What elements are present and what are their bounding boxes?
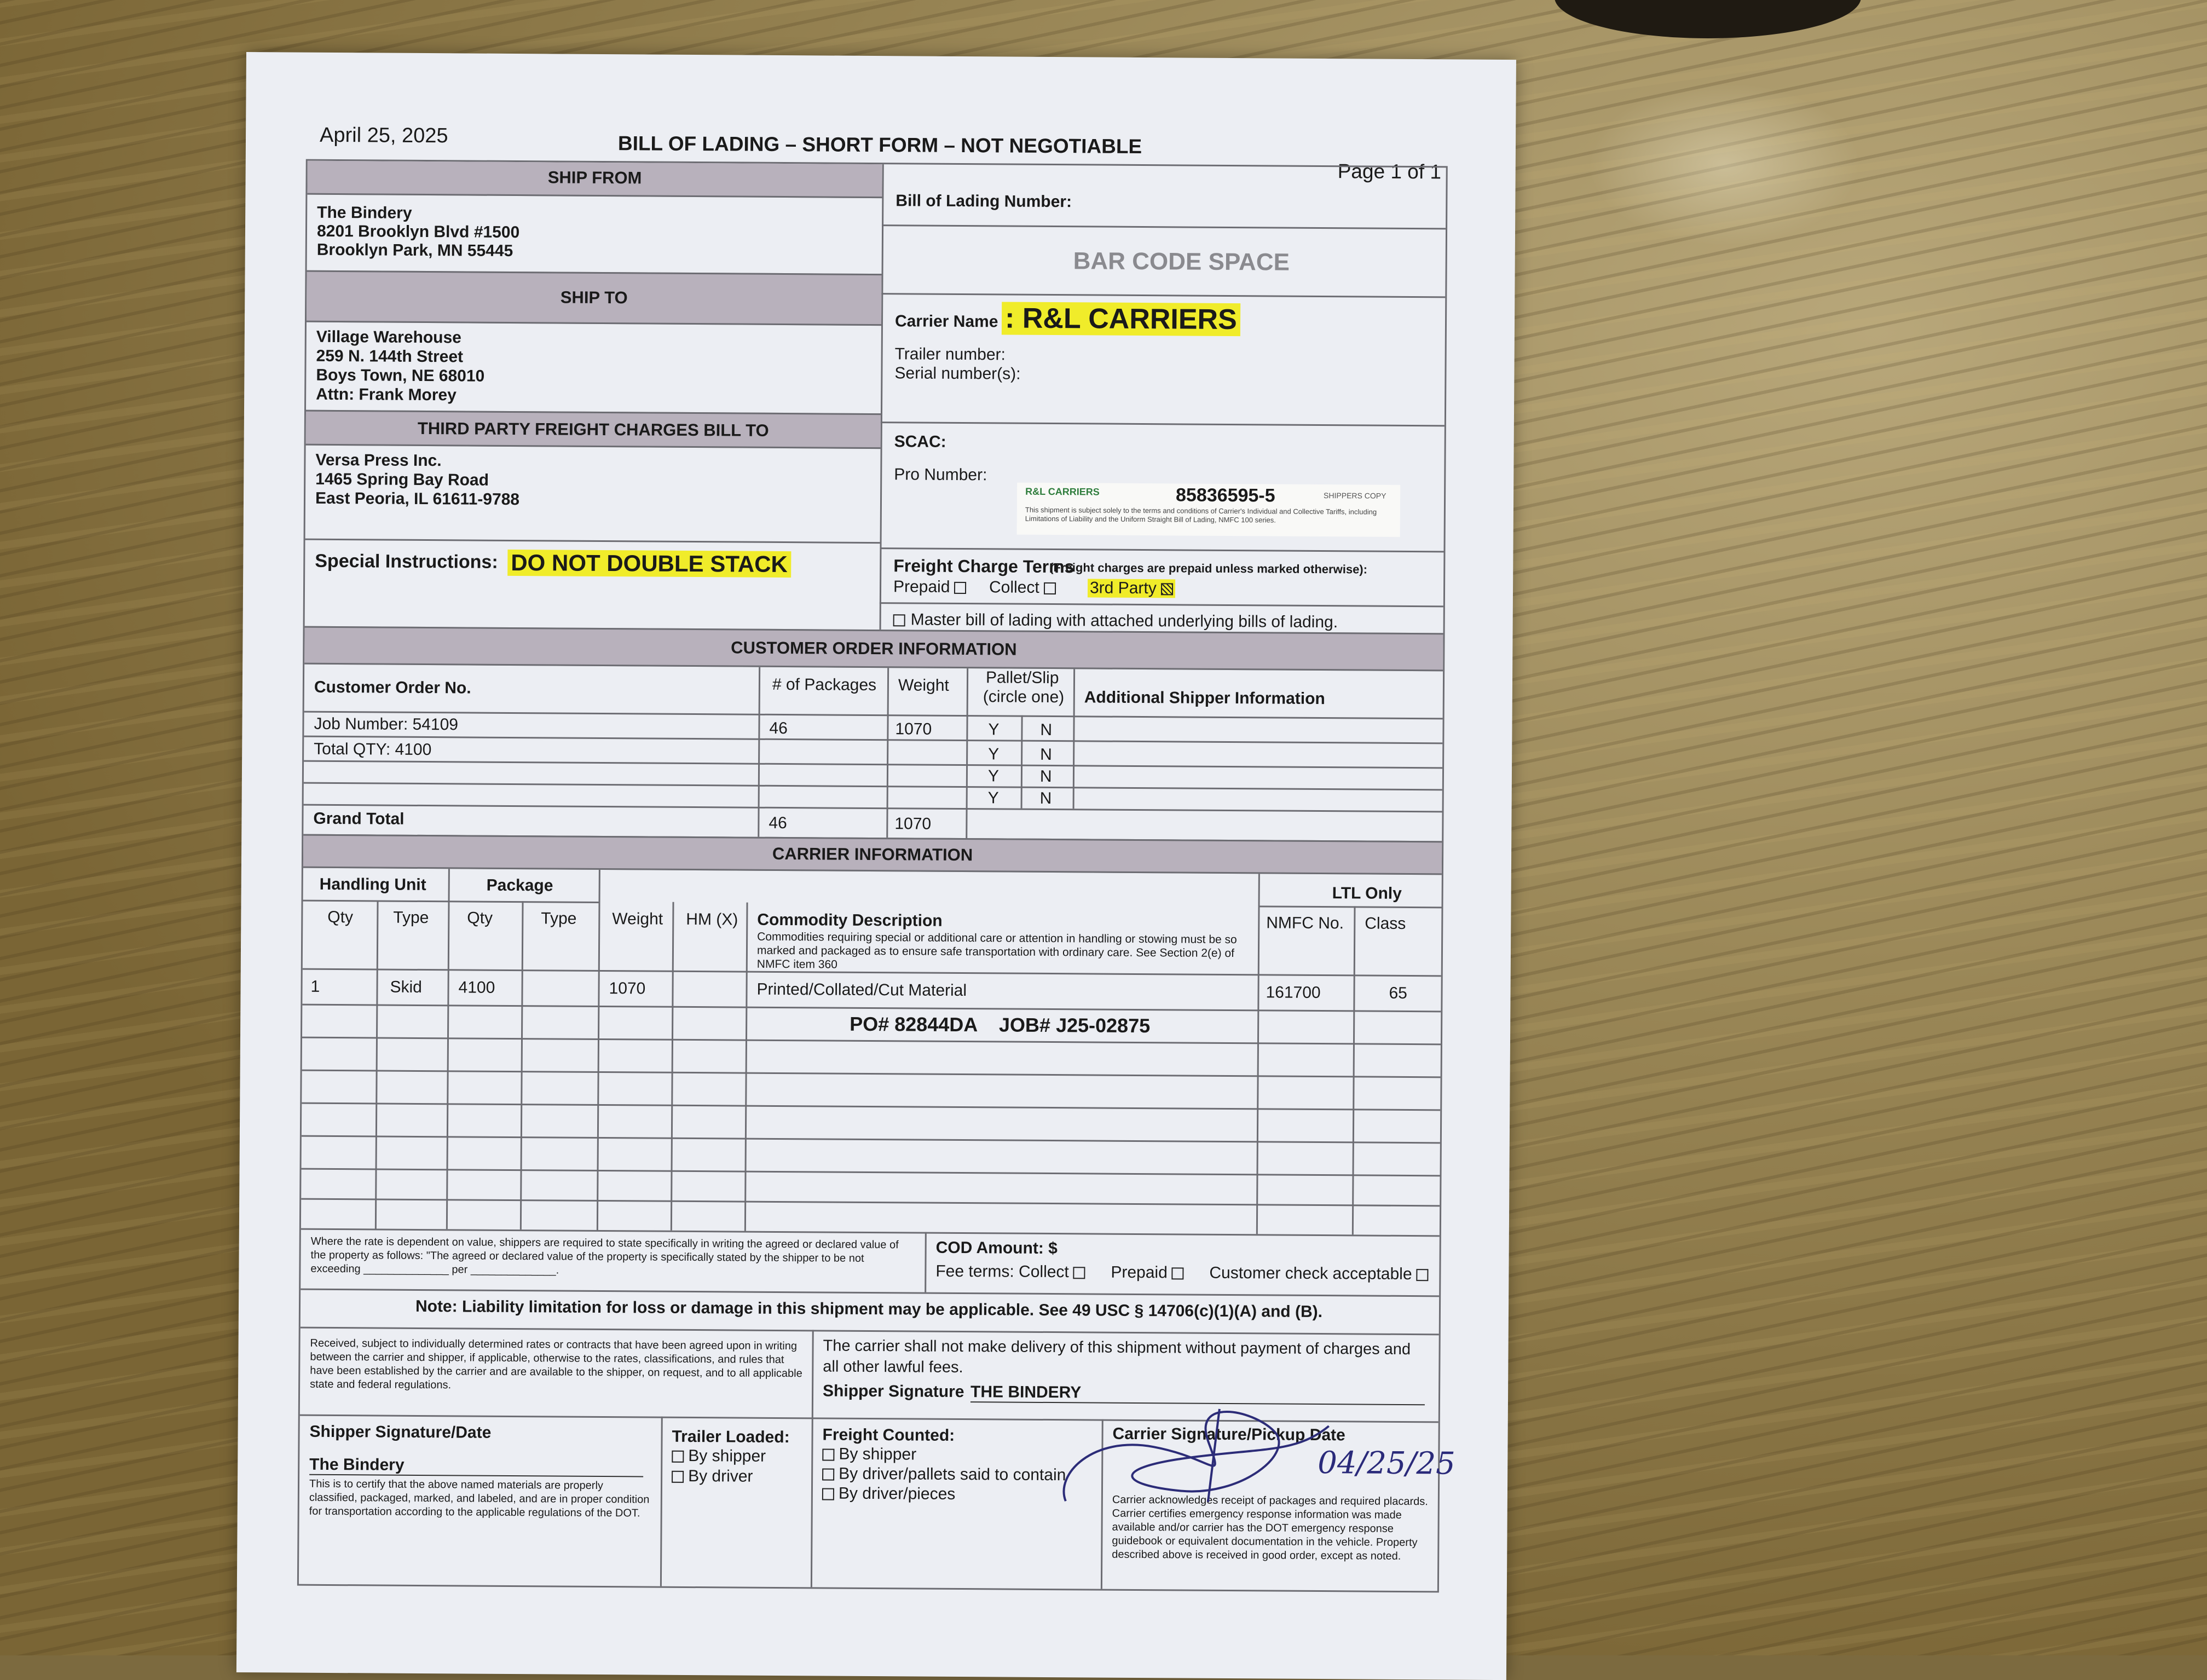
fee-terms-collect[interactable]	[935, 1262, 1085, 1282]
customer-check-checkbox[interactable]	[1417, 1269, 1429, 1281]
fee-terms-label: Fee terms: Collect	[935, 1262, 1069, 1281]
freight-counted-pieces[interactable]	[822, 1484, 956, 1503]
master-bol-option[interactable]	[893, 610, 1338, 632]
fee-prepaid-checkbox[interactable]	[1172, 1267, 1184, 1279]
shipper-sig-date-value: The Bindery	[309, 1456, 643, 1477]
ship-from-line: The Bindery	[317, 203, 412, 222]
cod-amount-label: COD Amount: $	[935, 1238, 1058, 1258]
divider	[303, 900, 599, 903]
col-weight: Weight	[898, 676, 949, 695]
pro-number-label: Pro Number:	[894, 465, 987, 484]
trailer-shipper-checkbox[interactable]	[672, 1451, 684, 1463]
divider	[925, 1232, 927, 1292]
trailer-driver-checkbox[interactable]	[672, 1471, 684, 1483]
divider	[520, 901, 524, 1229]
commodity-note: Commodities requiring special or additional care or attention in handling or stowing must be so marked and packaged as to ensure safe transportation with ordinary care. See Section 2(e) of NMFC item 360	[756, 930, 1237, 971]
col-hu-type: Type	[393, 908, 429, 927]
special-instructions-label: Special Instructions:	[315, 550, 498, 573]
shipper-sig-date-label: Shipper Signature/Date	[309, 1422, 492, 1442]
divider	[304, 804, 1442, 813]
packages-cell: 46	[769, 719, 788, 738]
divider	[375, 900, 379, 1228]
scac-label: SCAC:	[894, 432, 946, 451]
divider	[305, 539, 880, 544]
col-customer-order: Customer Order No.	[314, 678, 471, 697]
ship-from-heading: SHIP FROM	[307, 161, 882, 198]
divider	[886, 668, 889, 838]
divider	[1256, 874, 1260, 1234]
freight-counted-shipper[interactable]	[822, 1445, 916, 1464]
shipper-signature-label: Shipper Signature	[822, 1382, 964, 1401]
pallet-n: N	[1040, 745, 1052, 764]
divider	[301, 1198, 1440, 1207]
group-handling-unit: Handling Unit	[319, 875, 426, 894]
divider	[744, 903, 748, 1231]
freight-third-party-option[interactable]	[1088, 579, 1175, 598]
divider	[671, 902, 674, 1231]
col-circle-one: (circle one)	[983, 688, 1065, 707]
col-hu-qty: Qty	[327, 908, 354, 927]
group-ltl-only: LTL Only	[1332, 884, 1402, 903]
divider	[880, 547, 1443, 552]
pallet-y: Y	[988, 720, 999, 739]
divider	[302, 1168, 1440, 1177]
divider	[301, 1327, 1439, 1336]
class-cell: 65	[1389, 984, 1408, 1002]
divider	[881, 293, 1445, 298]
po-job-line: PO# 82844DA JOB# J25-02875	[850, 1012, 1151, 1037]
received-text: Received, subject to individually determined rates or contracts that have been agreed upon in writing between the carrier and shipper, if applicable, otherwise to the rates, classifications, and rules that have been established by the carrier and are available to the shipper, on request, and to all applicable state and federal regulations.	[310, 1337, 802, 1392]
carrier-name-label: Carrier Name	[894, 312, 998, 331]
third-party-line: Versa Press Inc.	[315, 451, 442, 470]
master-bol-checkbox[interactable]	[893, 614, 905, 626]
shipper-signature-value: THE BINDERY	[970, 1383, 1425, 1405]
counted-pallets-label: By driver/pallets said to contain	[839, 1464, 1066, 1485]
col-additional-info: Additional Shipper Information	[1084, 688, 1325, 708]
sticker-fine-print: This shipment is subject solely to the terms and conditions of Carrier's Individual and Collective Tariffs, including Limitations of Liability and the Uniform Straight Bill of Lading, NMFC 100 series.	[1025, 505, 1377, 524]
counted-shipper-checkbox[interactable]	[822, 1449, 834, 1461]
divider	[881, 422, 1445, 426]
pkg-qty-cell: 4100	[458, 978, 495, 997]
divider	[1352, 906, 1356, 1234]
light-glare	[1587, 82, 1861, 246]
group-package: Package	[486, 876, 553, 895]
order-cell: Total QTY: 4100	[314, 740, 432, 759]
fee-collect-checkbox[interactable]	[1073, 1267, 1085, 1279]
trailer-loaded-by-shipper[interactable]	[672, 1447, 766, 1466]
trailer-shipper-label: By shipper	[688, 1446, 766, 1465]
carrier-info-heading: CARRIER INFORMATION	[303, 834, 1442, 875]
freight-counted-label: Freight Counted:	[822, 1425, 955, 1445]
divider	[597, 870, 600, 1230]
third-party-checkbox-checked[interactable]	[1161, 583, 1173, 595]
third-party-heading: THIRD PARTY FREIGHT CHARGES BILL TO	[306, 410, 881, 449]
serial-number-label: Serial number(s):	[894, 364, 1021, 383]
pro-number-value: 85836595-5	[1175, 484, 1275, 506]
prepaid-label: Prepaid	[893, 578, 950, 596]
freight-terms-note: (Freight charges are prepaid unless marked otherwise):	[1049, 560, 1368, 576]
col-pallet-slip: Pallet/Slip	[985, 668, 1059, 688]
nmfc-cell: 161700	[1266, 983, 1321, 1002]
divider	[302, 1004, 1441, 1013]
document-date: April 25, 2025	[319, 123, 448, 148]
col-nmfc: NMFC No.	[1266, 914, 1344, 933]
col-class: Class	[1365, 914, 1406, 933]
freight-terms-label: Freight Charge Terms	[893, 556, 1074, 577]
divider	[302, 1070, 1441, 1078]
divider	[882, 224, 1446, 229]
carrier-sig-date: 04/25/25	[1318, 1445, 1456, 1482]
col-hm: HM (X)	[686, 910, 738, 929]
fee-terms-prepaid[interactable]	[1111, 1263, 1184, 1283]
freight-collect-option[interactable]	[989, 578, 1056, 597]
customer-check-label: Customer check acceptable	[1209, 1263, 1412, 1284]
ship-to-line: Boys Town, NE 68010	[316, 366, 485, 385]
divider	[302, 1037, 1441, 1046]
page-number: Page 1 of 1	[1337, 160, 1442, 183]
col-weight: Weight	[612, 910, 663, 928]
third-party-line: East Peoria, IL 61611-9788	[315, 489, 520, 509]
divider	[880, 602, 1443, 607]
divider	[446, 869, 450, 1229]
trailer-number-label: Trailer number:	[894, 345, 1006, 364]
pallet-n: N	[1039, 767, 1052, 786]
document-title: BILL OF LADING – SHORT FORM – NOT NEGOTIABLE	[617, 132, 1142, 158]
order-cell: Job Number: 54109	[314, 714, 459, 734]
pallet-n: N	[1039, 789, 1052, 808]
divider	[302, 1135, 1440, 1144]
sticker-brand: R&L CARRIERS	[1025, 486, 1100, 498]
fee-prepaid-label: Prepaid	[1111, 1263, 1168, 1282]
ship-to-line: 259 N. 144th Street	[316, 347, 464, 366]
grand-total-label: Grand Total	[313, 809, 405, 828]
counted-pieces-checkbox[interactable]	[822, 1488, 834, 1500]
freight-counted-pallets[interactable]	[822, 1464, 1066, 1485]
col-commodity: Commodity Description	[757, 910, 943, 930]
divider	[880, 164, 884, 630]
barcode-space: BAR CODE SPACE	[1073, 247, 1290, 276]
ship-from-line: 8201 Brooklyn Blvd #1500	[316, 222, 520, 242]
ship-from-line: Brooklyn Park, MN 55445	[316, 240, 513, 260]
divider	[304, 711, 1443, 720]
master-bol-label: Master bill of lading with attached underlying bills of lading.	[910, 610, 1338, 632]
divider	[301, 1289, 1439, 1297]
prepaid-checkbox[interactable]	[954, 582, 966, 594]
shipper-certify-text: This is to certify that the above named materials are properly classified, packaged, marked, and labeled, and are in proper condition for transportation according to the applicable regulations of the DOT.	[309, 1477, 650, 1520]
third-party-line: 1465 Spring Bay Road	[315, 470, 489, 489]
carrier-name-value: : R&L CARRIERS	[1002, 302, 1240, 336]
ship-to-line: Attn: Frank Morey	[316, 385, 457, 405]
grand-total-packages: 46	[769, 813, 787, 833]
collect-label: Collect	[989, 578, 1039, 597]
ship-to-heading: SHIP TO	[307, 270, 882, 326]
description-cell: Printed/Collated/Cut Material	[756, 980, 967, 1000]
divider	[660, 1417, 663, 1586]
freight-prepaid-option[interactable]	[893, 578, 967, 597]
col-pkg-qty: Qty	[467, 909, 493, 927]
trailer-loaded-by-driver[interactable]	[672, 1467, 753, 1486]
weight-cell: 1070	[895, 720, 932, 738]
pallet-y: Y	[987, 789, 999, 807]
bol-number-label: Bill of Lading Number:	[895, 192, 1072, 211]
pallet-n: N	[1040, 720, 1053, 740]
divider	[966, 668, 968, 838]
grand-total-weight: 1070	[894, 815, 932, 833]
declared-value-text: Where the rate is dependent on value, shippers are required to state specifically in writing the agreed or declared value of the property as follows: "The agreed or declared value of the property is specifically stated by the shipper to be not exceeding ______________ per ______________.	[310, 1235, 899, 1277]
divider	[304, 736, 1442, 744]
weight-cell: 1070	[609, 979, 646, 998]
customer-order-heading: CUSTOMER ORDER INFORMATION	[304, 626, 1443, 672]
counted-shipper-label: By shipper	[839, 1445, 917, 1464]
sticker-copy: SHIPPERS COPY	[1324, 491, 1386, 500]
col-pkg-type: Type	[541, 909, 577, 928]
divider	[758, 667, 760, 837]
col-packages: # of Packages	[772, 675, 877, 695]
carrier-signature-scribble	[1044, 1375, 1428, 1520]
trailer-loaded-label: Trailer Loaded:	[672, 1427, 790, 1447]
pallet-y: Y	[987, 767, 999, 786]
bol-form	[297, 159, 1456, 1593]
carrier-ack-text: Carrier acknowledges receipt of packages and required placards. Carrier certifies emergency response information was made available and/or carrier has the DOT emergency response guidebook or equivalent documentation in the vehicle. Property described above is received in good order, except as noted.	[1112, 1493, 1428, 1562]
collect-checkbox[interactable]	[1044, 582, 1056, 594]
special-instructions-value: DO NOT DOUBLE STACK	[507, 550, 791, 578]
divider	[304, 782, 1442, 791]
divider	[1258, 905, 1441, 908]
third-party-label: 3rd Party	[1089, 579, 1157, 598]
counted-pieces-label: By driver/pieces	[838, 1484, 956, 1503]
bill-of-lading-sheet	[236, 52, 1516, 1680]
liability-note: Note: Liability limitation for loss or damage in this shipment may be applicable. See 49 USC § 14706(c)(1)(A) and (B).	[415, 1297, 1323, 1321]
pallet-y: Y	[988, 745, 999, 764]
divider	[302, 1102, 1440, 1111]
fee-terms-customer-check[interactable]	[1209, 1264, 1428, 1284]
counted-pallets-checkbox[interactable]	[822, 1469, 834, 1481]
divider	[811, 1330, 814, 1587]
divider	[304, 760, 1442, 769]
divider	[1021, 715, 1023, 809]
trailer-driver-label: By driver	[688, 1467, 753, 1486]
carrier-delivery-text: The carrier shall not make delivery of this shipment without payment of charges and all other lawful fees.	[823, 1337, 1411, 1377]
pro-number-sticker	[1017, 483, 1401, 537]
ship-to-line: Village Warehouse	[316, 327, 462, 347]
carrier-sig-label: Carrier Signature/Pickup Date	[1112, 1424, 1345, 1445]
hu-qty-cell: 1	[310, 977, 320, 996]
hu-type-cell: Skid	[390, 978, 423, 996]
